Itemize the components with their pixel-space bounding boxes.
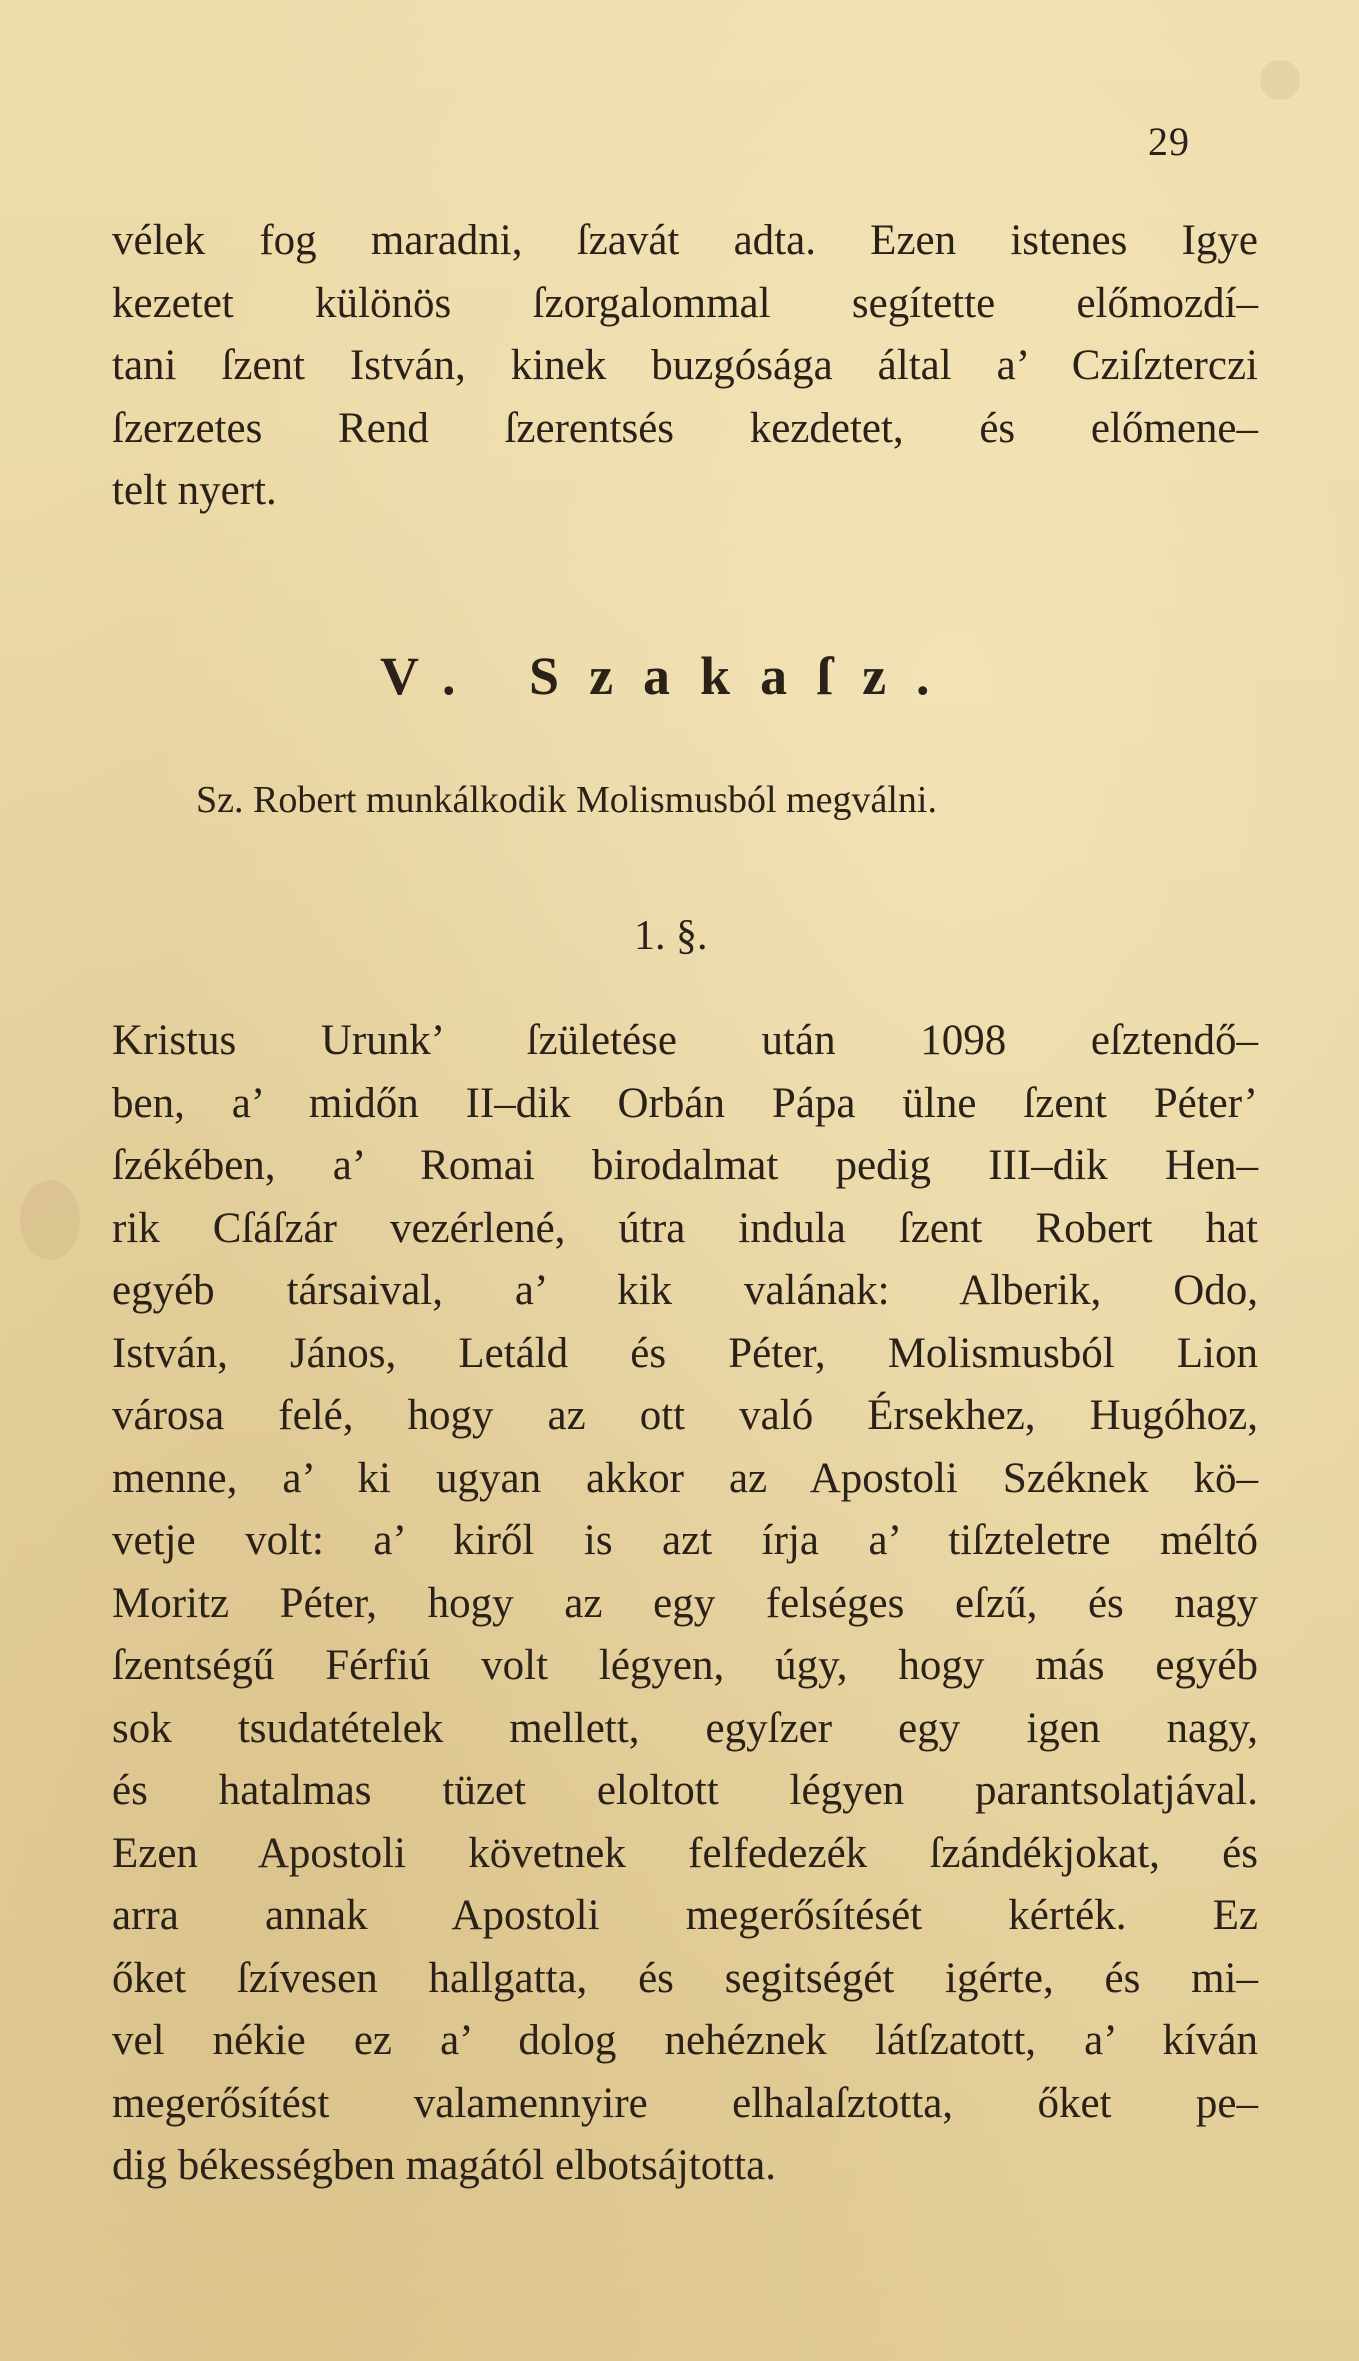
- paper-stain: [20, 1180, 80, 1260]
- text-line: egyéb társaival, a’ kik valának: Alberik, Odo,: [112, 1267, 1258, 1314]
- text-line: István, János, Letáld és Péter, Molismusból Lion: [112, 1329, 1258, 1377]
- text-line: vetje volt: a’ kiről is azt írja a’ tiſzteletre méltó: [112, 1517, 1258, 1564]
- text-line: Ezen Apostoli követnek felfedezék ſzándékjokat, és: [112, 1829, 1258, 1877]
- text-line: megerősítést valamennyire elhalaſztotta, őket pe–: [112, 2079, 1258, 2127]
- text-line: telt nyert.: [112, 467, 277, 514]
- paper-stain: [1260, 60, 1300, 100]
- section-summary: Sz. Robert munkálkodik Molismusból megválni.: [196, 779, 937, 821]
- text-line: vel nékie ez a’ dolog nehéznek látſzatott, a’ kíván: [112, 2017, 1258, 2064]
- text-line: és hatalmas tüzet eloltott légyen parantsolatjával.: [112, 1767, 1258, 1814]
- text-line: ſzerzetes Rend ſzerentsés kezdetet, és előmene–: [112, 404, 1258, 452]
- text-line: menne, a’ ki ugyan akkor az Apostoli Széknek kö–: [112, 1454, 1258, 1502]
- text-line: ben, a’ midőn II–dik Orbán Pápa ülne ſzent Péter’: [112, 1079, 1258, 1127]
- text-line: arra annak Apostoli megerősítését kérték. Ez: [112, 1892, 1258, 1939]
- text-line: kezetet különös ſzorgalommal segítette előmozdí–: [112, 279, 1258, 327]
- text-line: őket ſzívesen hallgatta, és segitségét igérte, és mi–: [112, 1954, 1258, 2002]
- text-line: Kristus Urunk’ ſzületése után 1098 eſztendő–: [112, 1017, 1258, 1064]
- section-title: V. Szakaſz.: [380, 646, 960, 706]
- paragraph-mark: 1. §.: [634, 913, 708, 959]
- text-line: tani ſzent István, kinek buzgósága által a’ Cziſzterczi: [112, 342, 1258, 389]
- text-line: dig békességben magától elbotsájtotta.: [112, 2142, 776, 2189]
- body-paragraph: [112, 1010, 1258, 2198]
- page-number: 29: [1148, 119, 1190, 164]
- text-line: ſzékében, a’ Romai birodalmat pedig III–dik Hen–: [112, 1142, 1258, 1189]
- intro-paragraph: [112, 210, 1258, 523]
- text-line: városa felé, hogy az ott való Érsekhez, Hugóhoz,: [112, 1392, 1258, 1439]
- text-line: rik Cſáſzár vezérlené, útra indula ſzent Robert hat: [112, 1204, 1258, 1252]
- text-line: vélek fog maradni, ſzavát adta. Ezen istenes Igye: [112, 217, 1258, 264]
- text-line: ſzentségű Férfiú volt légyen, úgy, hogy más egyéb: [112, 1642, 1258, 1689]
- text-line: Moritz Péter, hogy az egy felséges eſzű, és nagy: [112, 1579, 1258, 1627]
- text-line: sok tsudatételek mellett, egyſzer egy igen nagy,: [112, 1704, 1258, 1752]
